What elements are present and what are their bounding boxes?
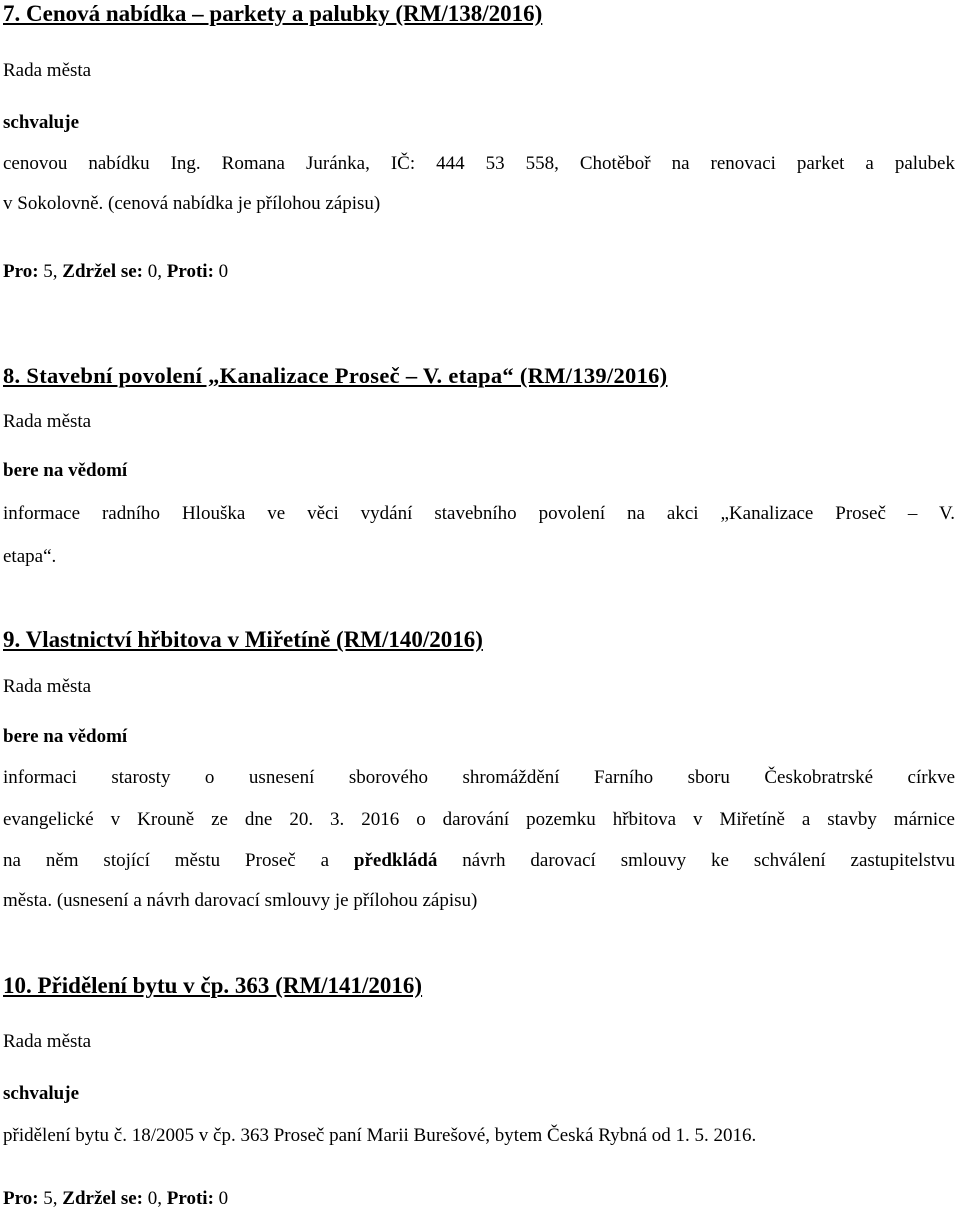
section-10-vote bbox=[3, 1189, 228, 1208]
vote-proti-value: 0 bbox=[213, 261, 229, 282]
section-8-text-line-1: informace radního Hlouška ve věci vydání stavebního povolení na akci „Kanalizace Proseč – V. bbox=[3, 503, 955, 524]
section-9-text-line-4: města. (usnesení a návrh darovací smlouvy je přílohou zápisu) bbox=[3, 890, 478, 911]
section-8-heading: 8. Stavební povolení „Kanalizace Proseč – V. etapa“ (RM/139/2016) bbox=[3, 363, 668, 388]
section-8-body: Rada města bbox=[3, 411, 92, 432]
section-7-action: schvaluje bbox=[3, 112, 79, 133]
section-9-text-line-2: evangelické v Krouně ze dne 20. 3. 2016 o darování pozemku hřbitova v Miřetíně a stavby márnice bbox=[3, 809, 955, 830]
vote-pro-value: 5, bbox=[38, 261, 63, 282]
vote-pro-label: Pro: bbox=[3, 1188, 39, 1209]
section-7-vote bbox=[3, 262, 228, 281]
vote-zdrzel-value: 0, bbox=[143, 261, 167, 282]
vote-proti-label: Proti: bbox=[166, 1188, 214, 1209]
section-10-body: Rada města bbox=[3, 1031, 92, 1052]
section-9-action: bere na vědomí bbox=[3, 726, 128, 747]
section-8-action: bere na vědomí bbox=[3, 460, 128, 481]
section-10-text-line-1: přidělení bytu č. 18/2005 v čp. 363 Proseč paní Marii Burešové, bytem Česká Rybná od 1. 5. 2016. bbox=[3, 1125, 757, 1146]
section-9-heading: 9. Vlastnictví hřbitova v Miřetíně (RM/140/2016) bbox=[3, 627, 483, 652]
vote-proti-label: Proti: bbox=[166, 261, 214, 282]
section-9-action-predklada: předkládá bbox=[353, 850, 438, 871]
vote-zdrzel-value: 0, bbox=[143, 1188, 167, 1209]
vote-zdrzel-label: Zdržel se: bbox=[62, 1188, 144, 1209]
section-9-text-line-3 bbox=[3, 851, 955, 870]
section-9-text-line-3-end: návrh darovací smlouvy ke schválení zastupitelstvu bbox=[437, 850, 955, 871]
vote-zdrzel-label: Zdržel se: bbox=[62, 261, 144, 282]
vote-proti-value: 0 bbox=[213, 1188, 229, 1209]
vote-pro-value: 5, bbox=[38, 1188, 63, 1209]
section-7-body: Rada města bbox=[3, 60, 92, 81]
section-9-text-line-1: informaci starosty o usnesení sborového shromáždění Farního sboru Českobratrské církve bbox=[3, 767, 955, 788]
section-8-text-line-2: etapa“. bbox=[3, 546, 57, 567]
section-10-action: schvaluje bbox=[3, 1083, 79, 1104]
section-9-body: Rada města bbox=[3, 676, 92, 697]
section-9-text-line-3-start: na něm stojící městu Proseč a bbox=[3, 850, 354, 871]
section-7-heading: 7. Cenová nabídka – parkety a palubky (RM/138/2016) bbox=[3, 1, 543, 26]
section-10-heading: 10. Přidělení bytu v čp. 363 (RM/141/2016) bbox=[3, 973, 423, 998]
section-7-text-line-1: cenovou nabídku Ing. Romana Juránka, IČ: 444 53 558, Chotěboř na renovaci parket a palubek bbox=[3, 153, 955, 174]
section-7-text-line-2: v Sokolovně. (cenová nabídka je přílohou zápisu) bbox=[3, 193, 381, 214]
vote-pro-label: Pro: bbox=[3, 261, 39, 282]
